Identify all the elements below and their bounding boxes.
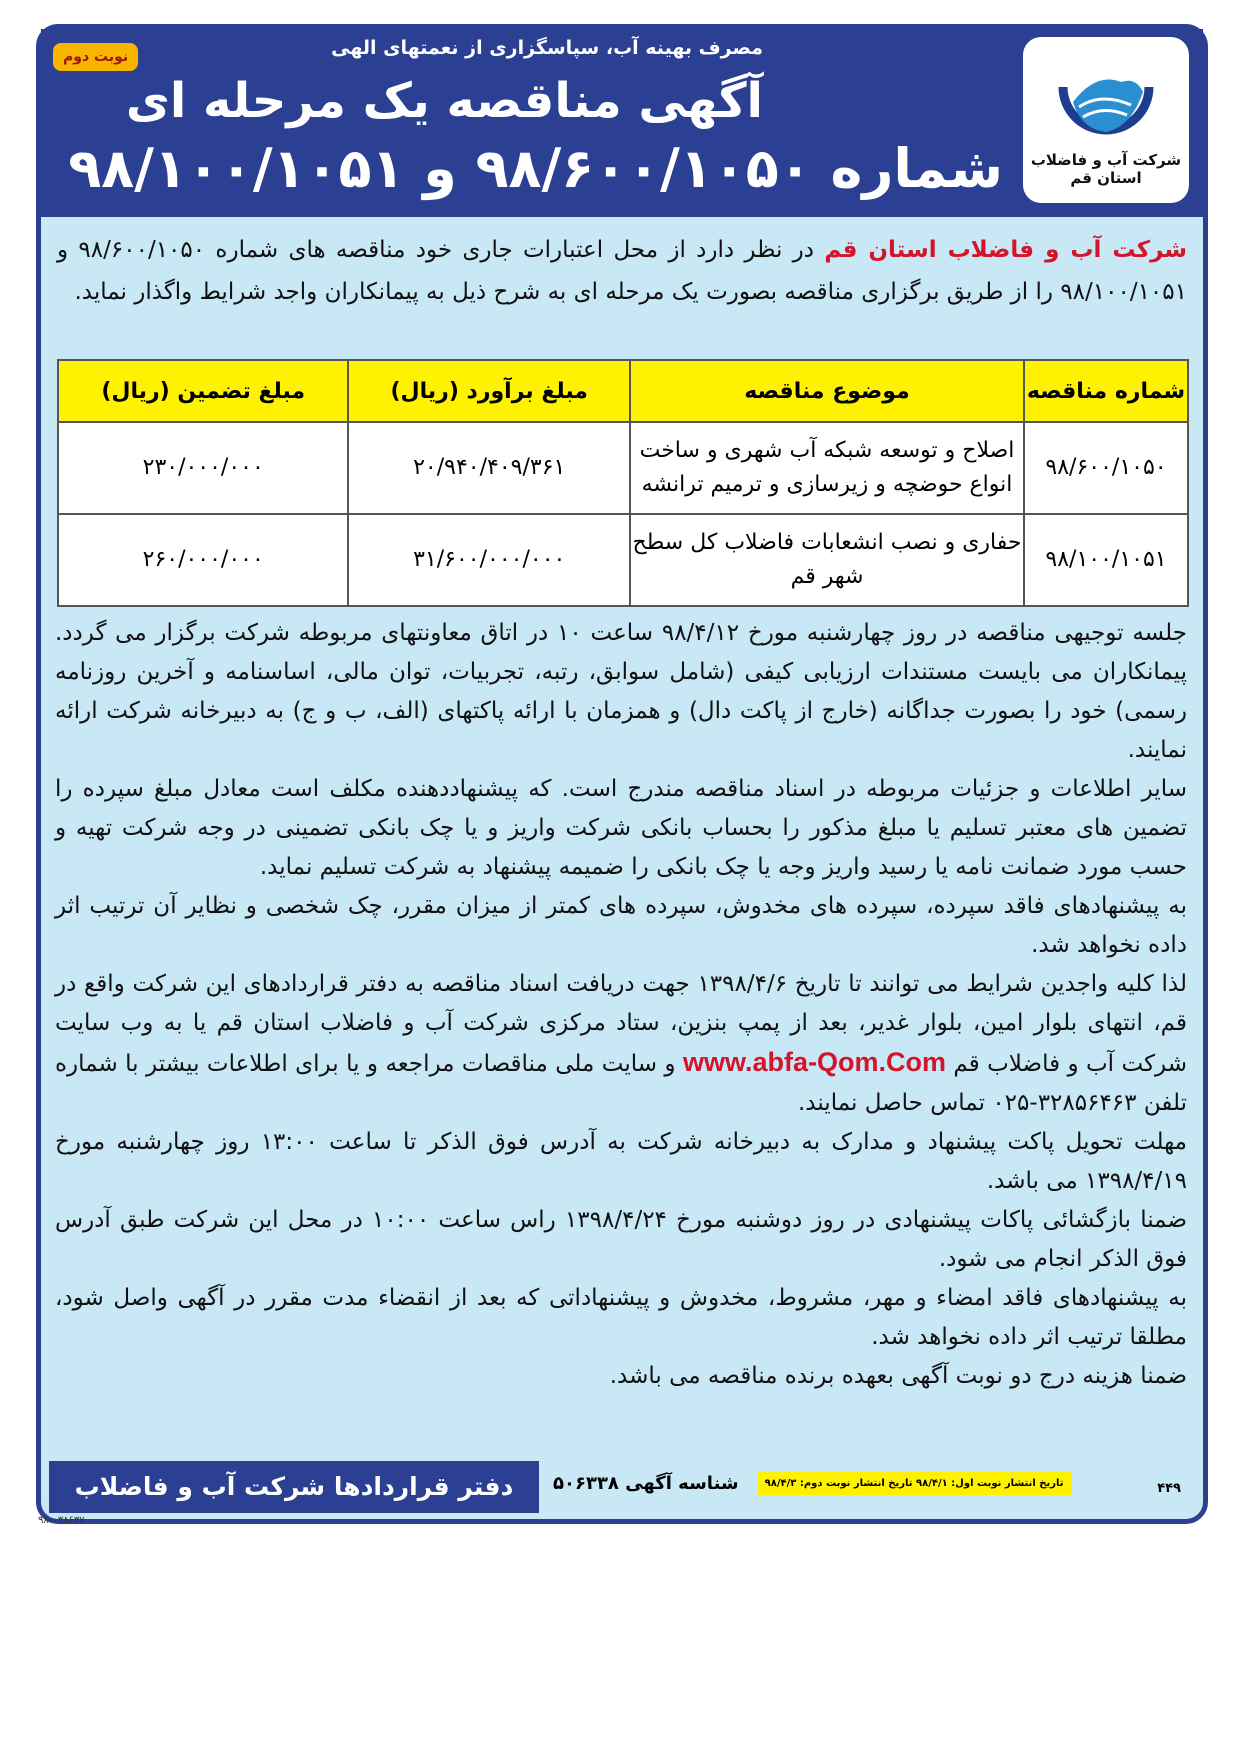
logo-province: استان قم [1070, 169, 1142, 187]
tender-subject: اصلاح و توسعه شبکه آب شهری و ساخت انواع حوضچه و زیرسازی و ترمیم ترانشه [630, 422, 1024, 514]
slogan: مصرف بهینه آب، سپاسگزاری از نعمتهای الهی [331, 37, 763, 59]
documents-text-end: و سایت ملی مناقصات مراجعه و یا برای اطلاعات بیشتر با شماره تلفن ۳۲۸۵۶۴۶۳-۰۲۵ تماس حاصل نمایند. [55, 1051, 1187, 1116]
tender-table [57, 359, 1189, 607]
table-row [58, 422, 1188, 514]
header-band [41, 29, 1203, 217]
intro-text: در نظر دارد از محل اعتبارات جاری خود مناقصه های شماره ۹۸/۶۰۰/۱۰۵۰ و ۹۸/۱۰۰/۱۰۵۱ را از طریق برگزاری مناقصه بصورت یک مرحله ای به شرح ذیل به پیمانکاران واجد شرایط واگذار نماید. [57, 237, 1187, 305]
ad-body [55, 614, 1187, 1396]
col-guarantee: مبلغ تضمین (ریال) [58, 360, 348, 422]
briefing-paragraph: جلسه توجیهی مناقصه در روز چهارشنبه مورخ ۹۸/۴/۱۲ ساعت ۱۰ در اتاق معاونتهای مربوطه شرکت برگزار می گردد. پیمانکاران می بایست مستندات ارزیابی کیفی (شامل سوابق، رتبه، تجربیات، توان مالی، اساسنامه و آخرین روزنامه رسمی) خود را بصورت جداگانه (خارج از پاکت دال) و همزمان با ارائه پاکتهای (الف، ب و ج) به دبیرخانه شرکت ارائه نمایند. [55, 620, 1188, 763]
tender-ad [36, 24, 1208, 1553]
col-estimate: مبلغ برآورد (ریال) [348, 360, 630, 422]
contracts-office: دفتر قراردادها شرکت آب و فاضلاب استان قم [49, 1461, 539, 1513]
ad-title: آگهی مناقصه یک مرحله ای [125, 73, 763, 129]
tender-numbers-title: شماره ۹۸/۶۰۰/۱۰۵۰ و ۹۸/۱۰۰/۱۰۵۱ [68, 137, 1003, 200]
company-logo [1023, 37, 1189, 203]
col-subject: موضوع مناقصه [630, 360, 1024, 422]
deposit-paragraph: سایر اطلاعات و جزئیات مربوطه در اسناد مناقصه مندرج است. که پیشنهاددهنده مکلف است معادل مبلغ سپرده را تضمین های معتبر تسلیم یا مبلغ مذکور را بحساب بانکی شرکت واریز و یا چک بانکی تضمینی در وجه شرکت تهیه و حسب مورد ضمانت نامه یا رسید واریز وجه یا چک بانکی را ضمیمه پیشنهاد به شرکت تسلیم نماید. [55, 776, 1187, 880]
estimate-amount: ۲۰/۹۴۰/۴۰۹/۳۶۱ [348, 422, 630, 514]
cost-paragraph: ضمنا هزینه درج دو نوبت آگهی بعهده برنده مناقصه می باشد. [609, 1363, 1187, 1389]
footer-info-row [553, 1472, 1072, 1495]
ad-id: شناسه آگهی ۵۰۶۳۳۸ [553, 1473, 739, 1494]
logo-company-name: شرکت آب و فاضلاب [1030, 151, 1182, 169]
website-link[interactable]: www.abfa-Qom.Com [682, 1047, 946, 1077]
company-name: شرکت آب و فاضلاب استان قم [824, 237, 1188, 263]
tender-subject: حفاری و نصب انشعابات فاضلاب کل سطح شهر قم [630, 514, 1024, 606]
documents-paragraph [55, 965, 1187, 1123]
water-logo-icon [1051, 47, 1161, 147]
tender-number: ۹۸/۶۰۰/۱۰۵۰ [1024, 422, 1188, 514]
estimate-amount: ۳۱/۶۰۰/۰۰۰/۰۰۰ [348, 514, 630, 606]
guarantee-amount: ۲۳۰/۰۰۰/۰۰۰ [58, 422, 348, 514]
page-number: ۴۴۹ [1157, 1481, 1181, 1496]
publish-dates: تاریخ انتشار نوبت اول: ۹۸/۴/۱ تاریخ انتشار نوبت دوم: ۹۸/۴/۳ [757, 1472, 1072, 1495]
ad-code: ۹۸-۰۳۸۶۳۷ [38, 1515, 85, 1526]
invalid-deposit-paragraph: به پیشنهادهای فاقد سپرده، سپرده های مخدوش، سپرده های کمتر از میزان مقرر، چک شخصی و نظایر آن ترتیب اثر داده نخواهد شد. [55, 893, 1187, 958]
tender-number: ۹۸/۱۰۰/۱۰۵۱ [1024, 514, 1188, 606]
opening-paragraph: ضمنا بازگشائی پاکات پیشنهادی در روز دوشنبه مورخ ۱۳۹۸/۴/۲۴ راس ساعت ۱۰:۰۰ در محل این شرکت طبق آدرس فوق الذکر انجام می شود. [55, 1207, 1187, 1272]
intro-paragraph [57, 229, 1187, 313]
guarantee-amount: ۲۶۰/۰۰۰/۰۰۰ [58, 514, 348, 606]
documents-text: لذا کلیه واجدین شرایط می توانند تا تاریخ ۱۳۹۸/۴/۶ جهت دریافت اسناد مناقصه به دفتر قراردادهای این شرکت واقع در قم، انتهای بلوار امین، بلوار غدیر، بعد از پمپ بنزین، ستاد مرکزی شرکت آب و فاضلاب استان قم یا به وب سایت شرکت آب و فاضلاب قم [55, 971, 1187, 1077]
second-run-badge: نوبت دوم [53, 43, 138, 71]
deadline-paragraph: مهلت تحویل پاکت پیشنهاد و مدارک به دبیرخانه شرکت به آدرس فوق الذکر تا ساعت ۱۳:۰۰ روز چهارشنبه مورخ ۱۳۹۸/۴/۱۹ می باشد. [55, 1129, 1187, 1194]
table-row [58, 514, 1188, 606]
rejection-paragraph: به پیشنهادهای فاقد امضاء و مهر، مشروط، مخدوش و پیشنهاداتی که بعد از انقضاء مدت مقرر در آگهی واصل شود، مطلقا ترتیب اثر داده نخواهد شد. [55, 1285, 1187, 1350]
col-tender-number: شماره مناقصه [1024, 360, 1188, 422]
table-header-row [58, 360, 1188, 422]
